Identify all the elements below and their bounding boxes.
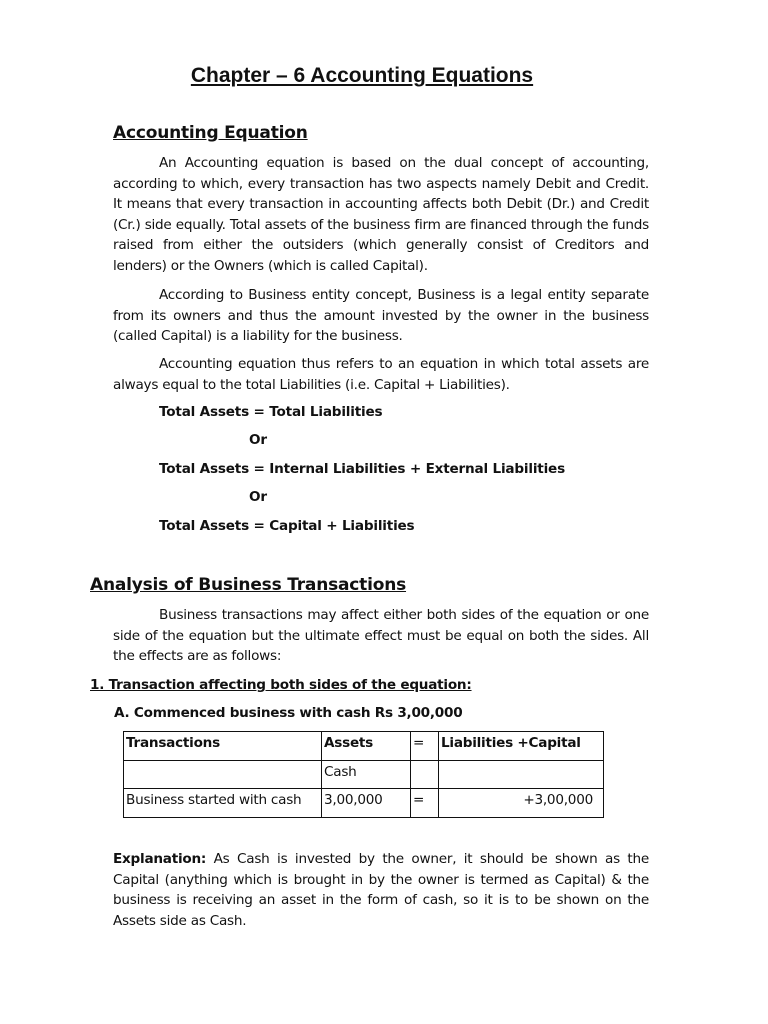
table-header-cell: Transactions <box>124 732 322 761</box>
paragraph-explanation <box>113 849 649 931</box>
table-header-cell: Liabilities +Capital <box>439 732 604 761</box>
table-cell <box>124 760 322 789</box>
table-cell <box>411 760 439 789</box>
subheading-commenced-business: A. Commenced business with cash Rs 3,00,000 <box>114 705 463 721</box>
paragraph-dual-concept: An Accounting equation is based on the dual concept of accounting, according to which, every transaction has two aspects namely Debit and Credit. It means that every transaction in accounting affects both Debit (Dr.) and Credit (Cr.) side equally. Total assets of the business firm are financed through the funds raised from either the outsiders (which generally consist of Creditors and lenders) or the Owners (which is called Capital). <box>113 155 649 274</box>
equation-or-1: Or <box>249 432 267 448</box>
transaction-table <box>123 731 604 818</box>
table-cell: Business started with cash <box>124 789 322 818</box>
table-header-cell: = <box>411 732 439 761</box>
section-heading-accounting-equation: Accounting Equation <box>113 123 308 143</box>
table-cell: = <box>411 789 439 818</box>
table-row <box>124 789 604 818</box>
paragraph-equation-definition: Accounting equation thus refers to an equation in which total assets are always equal to the total Liabilities (i.e. Capital + Liabilities). <box>113 356 649 393</box>
equation-capital-liabilities: Total Assets = Capital + Liabilities <box>159 518 415 534</box>
paragraph-business-transactions: Business transactions may affect either both sides of the equation or one side of the equation but the ultimate effect must be equal on both the sides. All the effects are as follows: <box>113 607 649 665</box>
equation-total-liabilities: Total Assets = Total Liabilities <box>159 404 383 420</box>
section-heading-analysis: Analysis of Business Transactions <box>90 575 407 595</box>
table-cell: Cash <box>322 760 411 789</box>
equation-or-2: Or <box>249 489 267 505</box>
equation-internal-external: Total Assets = Internal Liabilities + External Liabilities <box>159 461 565 477</box>
table-cell <box>439 760 604 789</box>
table-row <box>124 760 604 789</box>
explanation-label: Explanation: <box>113 851 207 867</box>
table-header-row <box>124 732 604 761</box>
chapter-title: Chapter – 6 Accounting Equations <box>190 64 534 87</box>
table-cell: +3,00,000 <box>439 789 604 818</box>
explanation-text: As Cash is invested by the owner, it should be shown as the Capital (anything which is brought in by the owner is termed as Capital) & the business is receiving an asset in the form of cash, so it is to be shown on the Assets side as Cash. <box>113 851 649 929</box>
table-cell: 3,00,000 <box>322 789 411 818</box>
table-header-cell: Assets <box>322 732 411 761</box>
subheading-both-sides: 1. Transaction affecting both sides of the equation: <box>90 677 472 693</box>
paragraph-business-entity: According to Business entity concept, Business is a legal entity separate from its owners and thus the amount invested by the owner in the business (called Capital) is a liability for the business. <box>113 287 649 345</box>
